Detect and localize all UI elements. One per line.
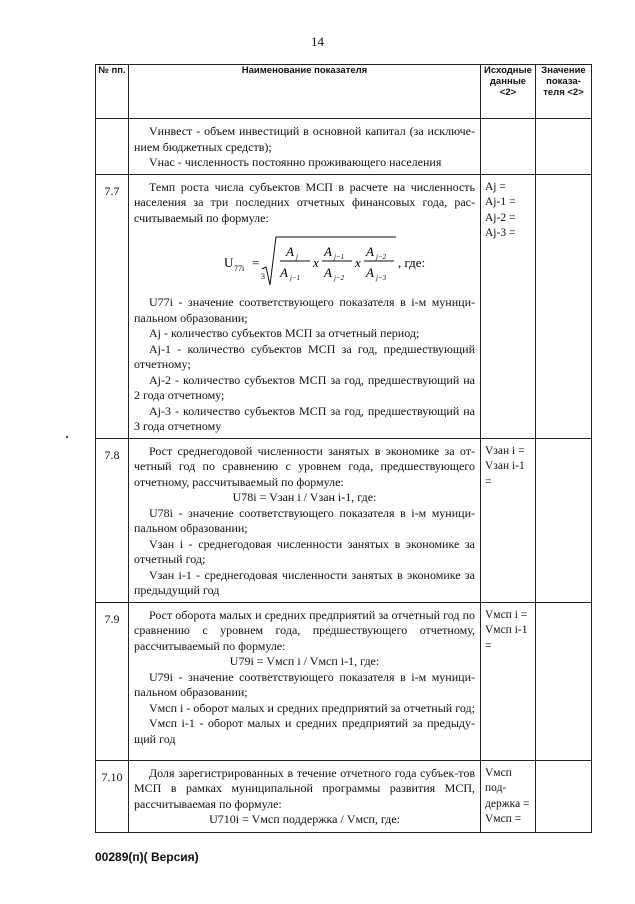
row-number: 7.10 bbox=[96, 760, 129, 832]
source-item: Aj-3 = bbox=[485, 227, 516, 239]
cell-source bbox=[481, 174, 536, 438]
text-line: Vмсп i - оборот малых и средних предприятий за отчетный год; bbox=[149, 700, 475, 715]
cell-value bbox=[536, 119, 592, 175]
text-line: Aj-3 - количество субъектов МСП за год, предшествующий на 3 года отчетному bbox=[134, 403, 475, 433]
svg-text:A: A bbox=[366, 265, 374, 280]
cell-content bbox=[129, 119, 481, 175]
row-number: 7.7 bbox=[96, 174, 129, 438]
svg-text:A: A bbox=[280, 265, 288, 280]
formula-u78: U78i = Vзан i / Vзан i-1, где: bbox=[232, 490, 377, 504]
source-item: Vзан i-1 = bbox=[485, 460, 525, 488]
source-item: Aj-2 = bbox=[485, 211, 516, 224]
source-item: Vмсп i-1 = bbox=[485, 624, 528, 652]
svg-text:=: = bbox=[252, 255, 260, 270]
text-line: U78i - значение соответствующего показателя в i-м муници-пальном образовании; bbox=[134, 505, 475, 535]
formula-lhs-sub: 77i bbox=[234, 264, 245, 273]
source-item: Vзан i = bbox=[485, 444, 525, 457]
cell-source bbox=[481, 438, 536, 602]
svg-text:j−3: j−3 bbox=[376, 274, 387, 282]
text-line: Aj-2 - количество субъектов МСП за год, предшествующий на 2 года отчетному; bbox=[134, 372, 475, 402]
svg-text:A: A bbox=[324, 244, 332, 259]
header-name: Наименование показателя bbox=[129, 65, 481, 119]
text-line: Aj-1 - количество субъектов МСП за год, предшествующий отчетному; bbox=[134, 341, 475, 371]
cell-value bbox=[536, 602, 592, 760]
indicator-title: Доля зарегистрированных в течение отчетного года субъек-тов МСП в рамках муниципальной программы развития МСП, рассчитываемая по формуле: bbox=[134, 765, 475, 811]
table-row-7-10 bbox=[96, 760, 592, 832]
text-line: U79i - значение соответствующего показателя в i-м муници-пальном образовании; bbox=[134, 669, 475, 699]
formula-u79: U79i = Vмсп i / Vмсп i-1, где: bbox=[229, 654, 380, 668]
text-line: Vнас - численность постоянно проживающего населения bbox=[149, 155, 442, 169]
text-line: Vзан i-1 - среднегодовая численности занятых в экономике за предыдущий год bbox=[134, 567, 475, 597]
table-row-continuation bbox=[96, 119, 592, 175]
cell-value bbox=[536, 760, 592, 832]
cell-value bbox=[536, 174, 592, 438]
svg-text:x: x bbox=[313, 255, 319, 270]
cell-source bbox=[481, 119, 536, 175]
table-row-7-7 bbox=[96, 174, 592, 438]
text-line: Vинвест - объем инвестиций в основной капитал (за исключе-нием бюджетных средств); bbox=[134, 124, 475, 154]
cell-content bbox=[129, 602, 481, 760]
cell-content bbox=[129, 760, 481, 832]
indicator-title: Рост оборота малых и средних предприятий за отчетный год по сравнению с уровнем года, предшествующего отчетному, рассчитываемый по формуле: bbox=[134, 607, 475, 653]
indicator-table bbox=[95, 64, 592, 833]
text-line: Aj - количество субъектов МСП за отчетный период; bbox=[149, 326, 420, 340]
cell-source bbox=[481, 760, 536, 832]
cell-content bbox=[129, 438, 481, 602]
formula-lhs: U bbox=[224, 255, 234, 270]
root-index: 3 bbox=[261, 272, 265, 281]
svg-text:x: x bbox=[355, 255, 361, 270]
cell-value bbox=[536, 438, 592, 602]
table-row-7-8 bbox=[96, 438, 592, 602]
text-line: Vзан i - среднегодовая численности занятых в экономике за отчетный год; bbox=[134, 536, 475, 566]
row-number: 7.9 bbox=[96, 602, 129, 760]
cell-content bbox=[129, 174, 481, 438]
page-number: 14 bbox=[311, 34, 324, 49]
svg-text:j: j bbox=[296, 253, 298, 261]
svg-text:A: A bbox=[366, 244, 374, 259]
header-source: Исходные данные <2> bbox=[481, 65, 536, 119]
table-row-7-9 bbox=[96, 602, 592, 760]
header-value: Значение показа-теля <2> bbox=[536, 65, 592, 119]
header-num: № пп. bbox=[96, 65, 129, 119]
formula-u710: U710i = Vмсп поддержка / Vмсп, где: bbox=[209, 812, 400, 826]
row-number: 7.8 bbox=[96, 438, 129, 602]
cell-num bbox=[96, 119, 129, 175]
indicator-title: Темп роста числа субъектов МСП в расчете на численность населения за три последних отчетных финансовых года, рас-считываемый по формуле: bbox=[134, 179, 475, 225]
svg-text:A: A bbox=[286, 244, 294, 259]
svg-text:j−1: j−1 bbox=[290, 274, 301, 282]
source-item: Vмсп = bbox=[485, 813, 522, 825]
indicator-title: Рост среднегодовой численности занятых в экономике за от-четный год по сравнению с уровнем года, предшествующего отчетному, рассчитываемый по формуле: bbox=[134, 443, 475, 489]
formula-u77 bbox=[134, 229, 475, 293]
svg-text:A: A bbox=[324, 265, 332, 280]
scan-speck bbox=[66, 436, 68, 438]
table-header-row bbox=[96, 65, 592, 119]
text-line: Vмсп i-1 - оборот малых и средних предприятий за предыду-щий год bbox=[134, 716, 475, 746]
svg-text:, где:: , где: bbox=[398, 255, 426, 270]
svg-text:j−2: j−2 bbox=[334, 274, 345, 282]
svg-text:j−1: j−1 bbox=[334, 253, 345, 261]
source-item: Aj = bbox=[485, 180, 506, 193]
source-item: Vмсп i = bbox=[485, 608, 528, 621]
document-footer-code: 00289(п)( Версия) bbox=[95, 850, 199, 864]
source-item: Aj-1 = bbox=[485, 196, 516, 208]
svg-text:j−2: j−2 bbox=[376, 253, 387, 261]
source-item: Vмсп под-держка = bbox=[485, 766, 530, 810]
text-line: U77i - значение соответствующего показателя в i-м муници-пальном образовании; bbox=[134, 295, 475, 325]
cell-source bbox=[481, 602, 536, 760]
